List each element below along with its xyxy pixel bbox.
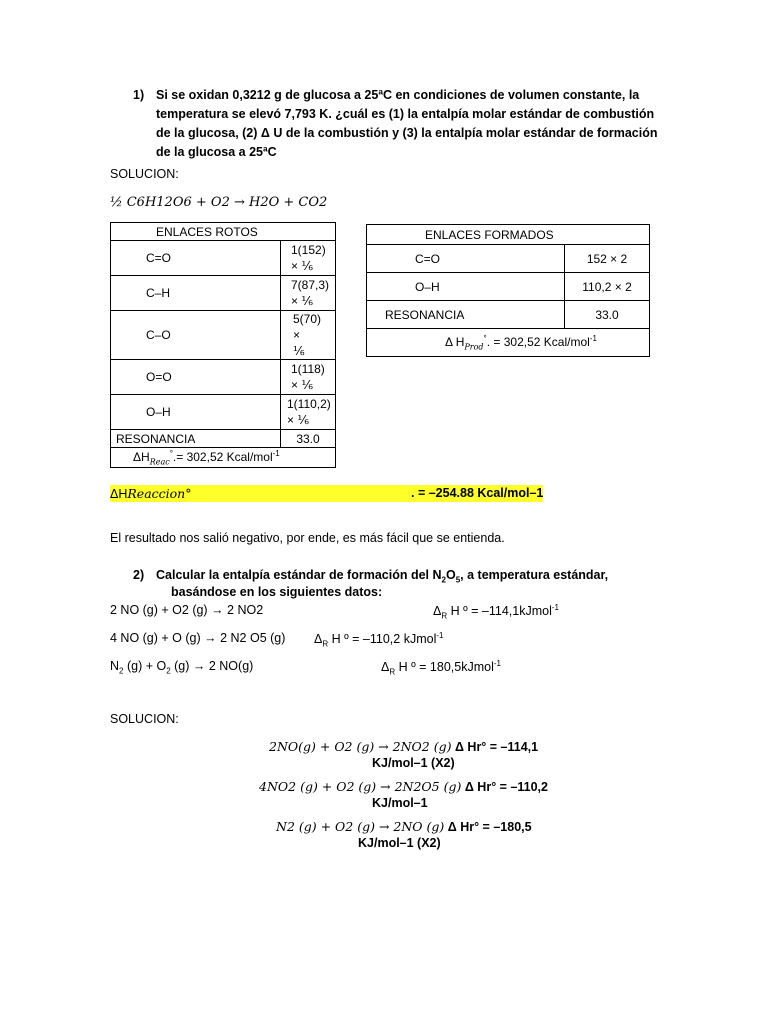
data-enthalpy-1: $\Delta_R$ H º = –114,1kJmol$^{-1}$ bbox=[433, 603, 559, 621]
solution-line-3: N2 (g) + O2 (g) → 2NO (g) Δ Hr° = –180,5 bbox=[276, 819, 532, 834]
question-2-number: 2) bbox=[133, 568, 145, 582]
value-cell: 110,2 × 2 bbox=[565, 273, 650, 301]
value-cell: 7(87,3) × ⅙ bbox=[281, 276, 336, 311]
resonancia-value: 33.0 bbox=[281, 430, 336, 448]
value-cell: 152 × 2 bbox=[565, 245, 650, 273]
question-1-text bbox=[156, 86, 657, 162]
data-enthalpy-2: $\Delta_R$ H º = –110,2 kJmol$^{-1}$ bbox=[314, 631, 444, 649]
bond-cell: C–O bbox=[111, 311, 281, 360]
value-cell: 1(110,2) × ⅙ bbox=[281, 395, 336, 430]
solution-line-2-units: KJ/mol–1 bbox=[372, 796, 428, 810]
value-cell: 1(118) × ⅙ bbox=[281, 360, 336, 395]
bond-cell: C=O bbox=[111, 241, 281, 276]
resonancia-label: RESONANCIA bbox=[111, 430, 281, 448]
enlaces-formados-table bbox=[366, 224, 650, 357]
question-1-number: 1) bbox=[133, 88, 145, 102]
question-2-line-2: basándose en los siguientes datos: bbox=[171, 585, 383, 599]
value-cell: 5(70) × ⅙ bbox=[281, 311, 336, 360]
bond-cell: O=O bbox=[111, 360, 281, 395]
question-1-line: Si se oxidan 0,3212 g de glucosa a 25ªC en condiciones de volumen constante, la bbox=[156, 88, 640, 102]
delta-h-reac-footer: $\Delta H_{Reac}^\circ.= 302,52$ Kcal/mol$^{-1}$ bbox=[111, 448, 336, 468]
solucion-label-2: SOLUCION: bbox=[110, 712, 179, 726]
resonancia-value: 33.0 bbox=[565, 301, 650, 329]
solution-line-3-units: KJ/mol–1 (X2) bbox=[358, 836, 441, 850]
resultado-text: El resultado nos salió negativo, por ende, es más fácil que se entienda. bbox=[110, 531, 505, 545]
bond-cell: O–H bbox=[111, 395, 281, 430]
solution-line-2: 4NO2 (g) + O2 (g) → 2N2O5 (g) Δ Hr° = –110,2 bbox=[259, 779, 548, 794]
solution-line-1-units: KJ/mol–1 (X2) bbox=[372, 756, 455, 770]
bond-cell: O–H bbox=[367, 273, 565, 301]
question-2-line-1: Calcular la entalpía estándar de formación del $N_2O_5$, a temperatura estándar, bbox=[156, 568, 609, 585]
reaccion-value: . = –254.88 Kcal/mol–1 bbox=[411, 486, 544, 500]
data-reaction-3: $N_2$ $(g) + O_2$ (g) → 2 NO(g) bbox=[110, 659, 254, 676]
bond-cell: C–H bbox=[111, 276, 281, 311]
question-1-line: temperatura se elevó 7,793 K. ¿cuál es (1) la entalpía molar estándar de combustión bbox=[156, 107, 655, 121]
table-header: ENLACES ROTOS bbox=[111, 223, 336, 241]
question-1-line: de la glucosa, (2) Δ U de la combustión y (3) la entalpía molar estándar de formación bbox=[156, 126, 658, 140]
combustion-equation: ½ C6H12O6 + O2 → H2O + CO2 bbox=[110, 195, 328, 210]
reaccion-label: ΔHReaccion° bbox=[110, 486, 192, 501]
solution-line-1: 2NO(g) + O2 (g) → 2NO2 (g) Δ Hr° = –114,1 bbox=[269, 739, 539, 754]
data-reaction-1: 2 NO (g) + O2 (g) → 2 NO2 bbox=[110, 603, 264, 617]
value-cell: 1(152) × ⅙ bbox=[281, 241, 336, 276]
data-reaction-2: 4 NO (g) + O (g) → 2 N2 O5 (g) bbox=[110, 631, 286, 645]
delta-h-prod-footer: Δ $H_{Prod}^\circ$. = 302,52 Kcal/mol$^{-1}$ bbox=[367, 329, 650, 357]
data-enthalpy-3: $\Delta_R$ H º = 180,5kJmol$^{-1}$ bbox=[381, 659, 501, 677]
enlaces-rotos-table bbox=[110, 222, 336, 468]
table-header: ENLACES FORMADOS bbox=[367, 225, 650, 245]
bond-cell: C=O bbox=[367, 245, 565, 273]
resonancia-label: RESONANCIA bbox=[367, 301, 565, 329]
solucion-label-1: SOLUCION: bbox=[110, 167, 179, 181]
question-1-line: de la glucosa a 25ªC bbox=[156, 145, 277, 159]
